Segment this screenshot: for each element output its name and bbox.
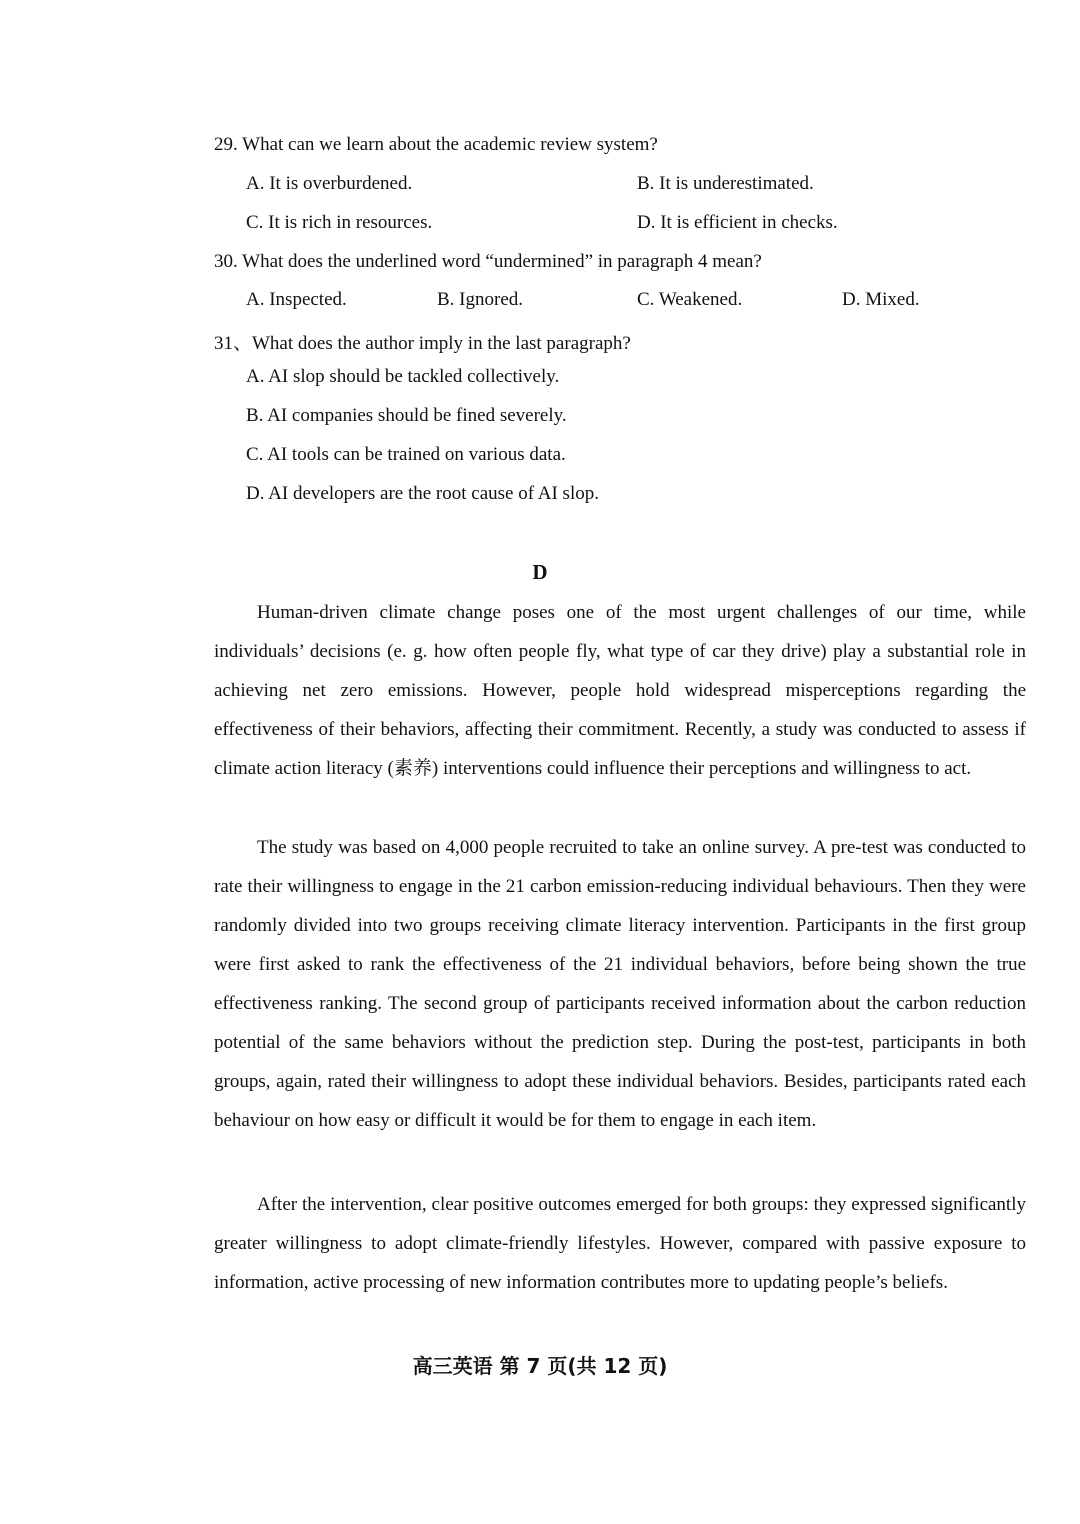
question-29-stem: 29. What can we learn about the academic review system?	[214, 134, 658, 155]
question-30-stem: 30. What does the underlined word “undermined” in paragraph 4 mean?	[214, 251, 762, 272]
passage-paragraph-2: The study was based on 4,000 people recruited to take an online survey. A pre-test was conducted to rate their willingness to engage in the 21 carbon emission-reducing individual behaviours. Then they were randomly divided into two groups receiving climate literacy intervention. Participants in the first group were first asked to rank the effectiveness of the 21 individual behaviors, before being shown the true effectiveness ranking. The second group of participants received information about the carbon reduction potential of the same behaviors without the prediction step. During the post-test, participants in both groups, again, rated their willingness to adopt these individual behaviors. Besides, participants rated each behaviour on how easy or difficult it would be for them to engage in each item.	[214, 837, 1026, 1131]
page-footer: 高三英语 第 7 页(共 12 页)	[412, 1354, 668, 1378]
question-30-option-c: C. Weakened.	[637, 289, 743, 310]
question-30-option-a: A. Inspected.	[246, 289, 347, 310]
passage-paragraph-1: Human-driven climate change poses one of the most urgent challenges of our time, while individuals’ decisions (e. g. how often people fly, what type of car they drive) play a substantial role in achieving net zero emissions. However, people hold widespread misperceptions regarding the effectiveness of their behaviors, affecting their commitment. Recently, a study was conducted to assess if climate action literacy (素养) interventions could influence their perceptions and willingness to act.	[214, 602, 1026, 779]
question-31-option-b: B. AI companies should be fined severely.	[246, 405, 567, 426]
question-29-option-c: C. It is rich in resources.	[246, 212, 433, 233]
question-31-option-a: A. AI slop should be tackled collectively.	[246, 366, 560, 387]
question-29-option-a: A. It is overburdened.	[246, 173, 413, 194]
question-31-stem: 31、What does the author imply in the last paragraph?	[214, 333, 631, 354]
question-30-option-b: B. Ignored.	[437, 289, 524, 310]
question-31-option-d: D. AI developers are the root cause of AI slop.	[246, 483, 599, 504]
section-heading: D	[532, 560, 548, 584]
question-30-option-d: D. Mixed.	[842, 289, 920, 310]
question-29-option-b: B. It is underestimated.	[637, 173, 814, 194]
question-31-option-c: C. AI tools can be trained on various data.	[246, 444, 566, 465]
question-29-option-d: D. It is efficient in checks.	[637, 212, 838, 233]
passage-paragraph-3: After the intervention, clear positive outcomes emerged for both groups: they expressed significantly greater willingness to adopt climate-friendly lifestyles. However, compared with passive exposure to information, active processing of new information contributes more to updating people’s beliefs.	[214, 1194, 1026, 1293]
